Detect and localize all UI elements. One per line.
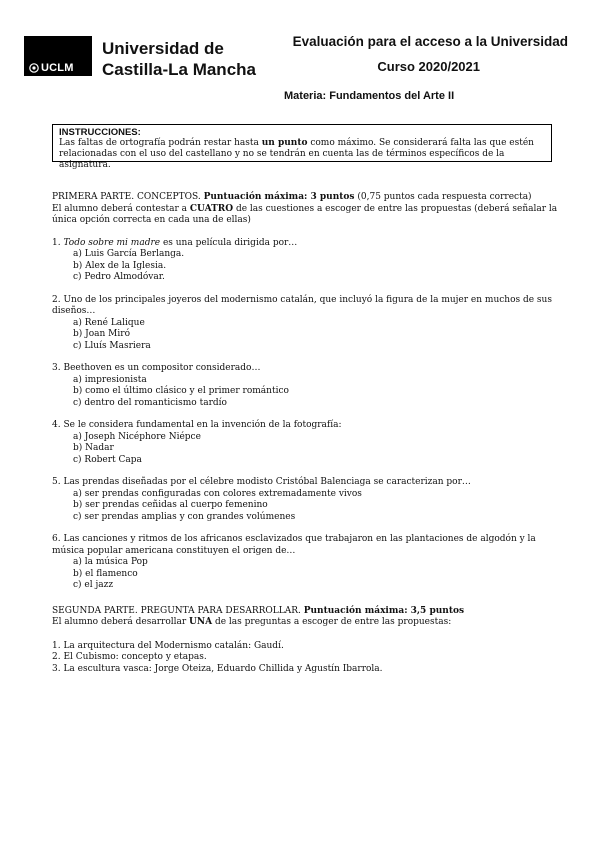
answer-option: b) como el último clásico y el primer romántico [73,386,289,396]
question-item [52,363,562,409]
answer-option: c) Lluís Masriera [73,340,151,351]
question-body: Uno de los principales joyeros del modernismo catalán, que incluyó la figura de la mujer en muchos de sus diseños… [52,294,552,316]
university-name-line2: Castilla-La Mancha [102,60,256,79]
uclm-logo [24,36,92,76]
question-text [52,238,562,250]
answer-option: b) ser prendas ceñidas al cuerpo femenino [73,500,268,510]
answer-option: b) el flamenco [73,568,138,579]
answer-option: a) René Lalique [73,317,145,328]
exam-subject: Materia: Fundamentos del Arte II [284,90,455,102]
answer-option: a) Luis García Berlanga. [73,249,185,259]
question-number: 5. [52,477,61,487]
question-number: 2. [52,294,61,305]
part2-heading [52,606,562,618]
answer-option: a) la música Pop [73,557,148,567]
part2-item-list [52,641,562,676]
part2-desc-end: de las preguntas a escoger de entre las propuestas: [212,617,452,627]
answer-option: c) ser prendas amplias y con grandes volúmenes [73,511,296,522]
logo-text: UCLM [41,62,74,74]
part1-heading [52,192,562,204]
answer-option: c) dentro del romanticismo tardío [73,397,227,408]
answer-option: a) Joseph Nicéphore Niépce [73,431,201,442]
question-text [52,534,562,557]
essay-question-item: 1. La arquitectura del Modernismo catalán: Gaudí. [52,640,284,651]
question-body: Se le considera fundamental en la invención de la fotografía: [63,420,342,430]
instructions-heading: INSTRUCCIONES: [59,127,141,138]
part2-desc-start: El alumno deberá desarrollar [52,617,190,627]
part1-desc-end: de las cuestiones a escoger de entre las propuestas (deberá señalar la única opción correcta en cada una de ellas) [52,203,558,225]
question-item [52,295,562,353]
part2-title: SEGUNDA PARTE. PREGUNTA PARA DESARROLLAR. [52,605,301,616]
part2-score: Puntuación máxima: 3,5 puntos [303,605,465,616]
university-name-line1: Universidad de [102,39,224,58]
question-text [52,363,562,375]
instructions-text [59,138,545,171]
exam-year: Curso 2020/2021 [377,59,480,74]
question-body: Beethoven es un compositor considerado… [63,363,261,373]
answer-option: b) Alex de la Iglesia. [73,260,167,271]
part2-description [52,617,562,629]
answer-option: a) impresionista [73,374,147,385]
question-item [52,420,562,466]
essay-question-item: 3. La escultura vasca: Jorge Oteiza, Eduardo Chillida y Agustín Ibarrola. [52,663,383,674]
question-body: Las prendas diseñadas por el célebre modisto Cristóbal Balenciaga se caracterizan por… [63,477,471,487]
part1-desc-emphasis: CUATRO [189,203,234,214]
question-item [52,477,562,523]
exam-content [52,192,562,675]
question-list [52,238,562,592]
question-number: 3. [52,363,61,373]
answer-option: b) Joan Miró [73,329,130,339]
part1-title: PRIMERA PARTE. CONCEPTOS. [52,192,201,202]
part1-score: Puntuación máxima: 3 puntos [203,192,355,202]
answer-option: a) ser prendas configuradas con colores extremadamente vivos [73,488,362,499]
university-name [102,38,256,80]
part2-section [52,606,562,676]
answer-option: c) el jazz [73,580,114,590]
question-body: es una película dirigida por… [160,237,298,248]
part1-score-note: (0,75 puntos cada respuesta correcta) [357,192,532,202]
essay-question-item: 2. El Cubismo: concepto y etapas. [52,652,207,662]
question-number: 4. [52,420,61,430]
logo-emblem-icon [29,63,39,73]
part1-description [52,204,562,227]
answer-option: c) Robert Capa [73,454,142,465]
instructions-text-end: como máximo. Se considerará falta las que estén relacionadas con el uso del castellano y no se tendrán en cuenta las de términos específicos de la asignatura. [59,138,534,170]
part1-desc-start: El alumno deberá contestar a [52,203,190,214]
instructions-text-start: Las faltas de ortografía podrán restar hasta [59,138,262,148]
question-item [52,534,562,592]
question-number: 1. [52,237,61,248]
question-number: 6. [52,534,61,544]
instructions-text-emphasis: un punto [261,138,308,148]
question-item [52,238,562,284]
question-text [52,420,562,432]
part2-desc-emphasis: UNA [189,617,213,627]
answer-option: c) Pedro Almodóvar. [73,272,165,282]
logo-wordmark [29,62,74,74]
part1-section [52,192,562,592]
exam-title: Evaluación para el acceso a la Universidad [292,34,568,49]
instructions-box [52,124,552,170]
answer-option: b) Nadar [73,443,114,453]
question-text [52,295,562,318]
question-body: Las canciones y ritmos de los africanos esclavizados que trabajaron en las plantaciones de algodón y la música popular americana constituyen el origen de… [52,534,536,556]
question-text [52,477,562,489]
question-title-italic: Todo sobre mi madre [63,237,161,248]
